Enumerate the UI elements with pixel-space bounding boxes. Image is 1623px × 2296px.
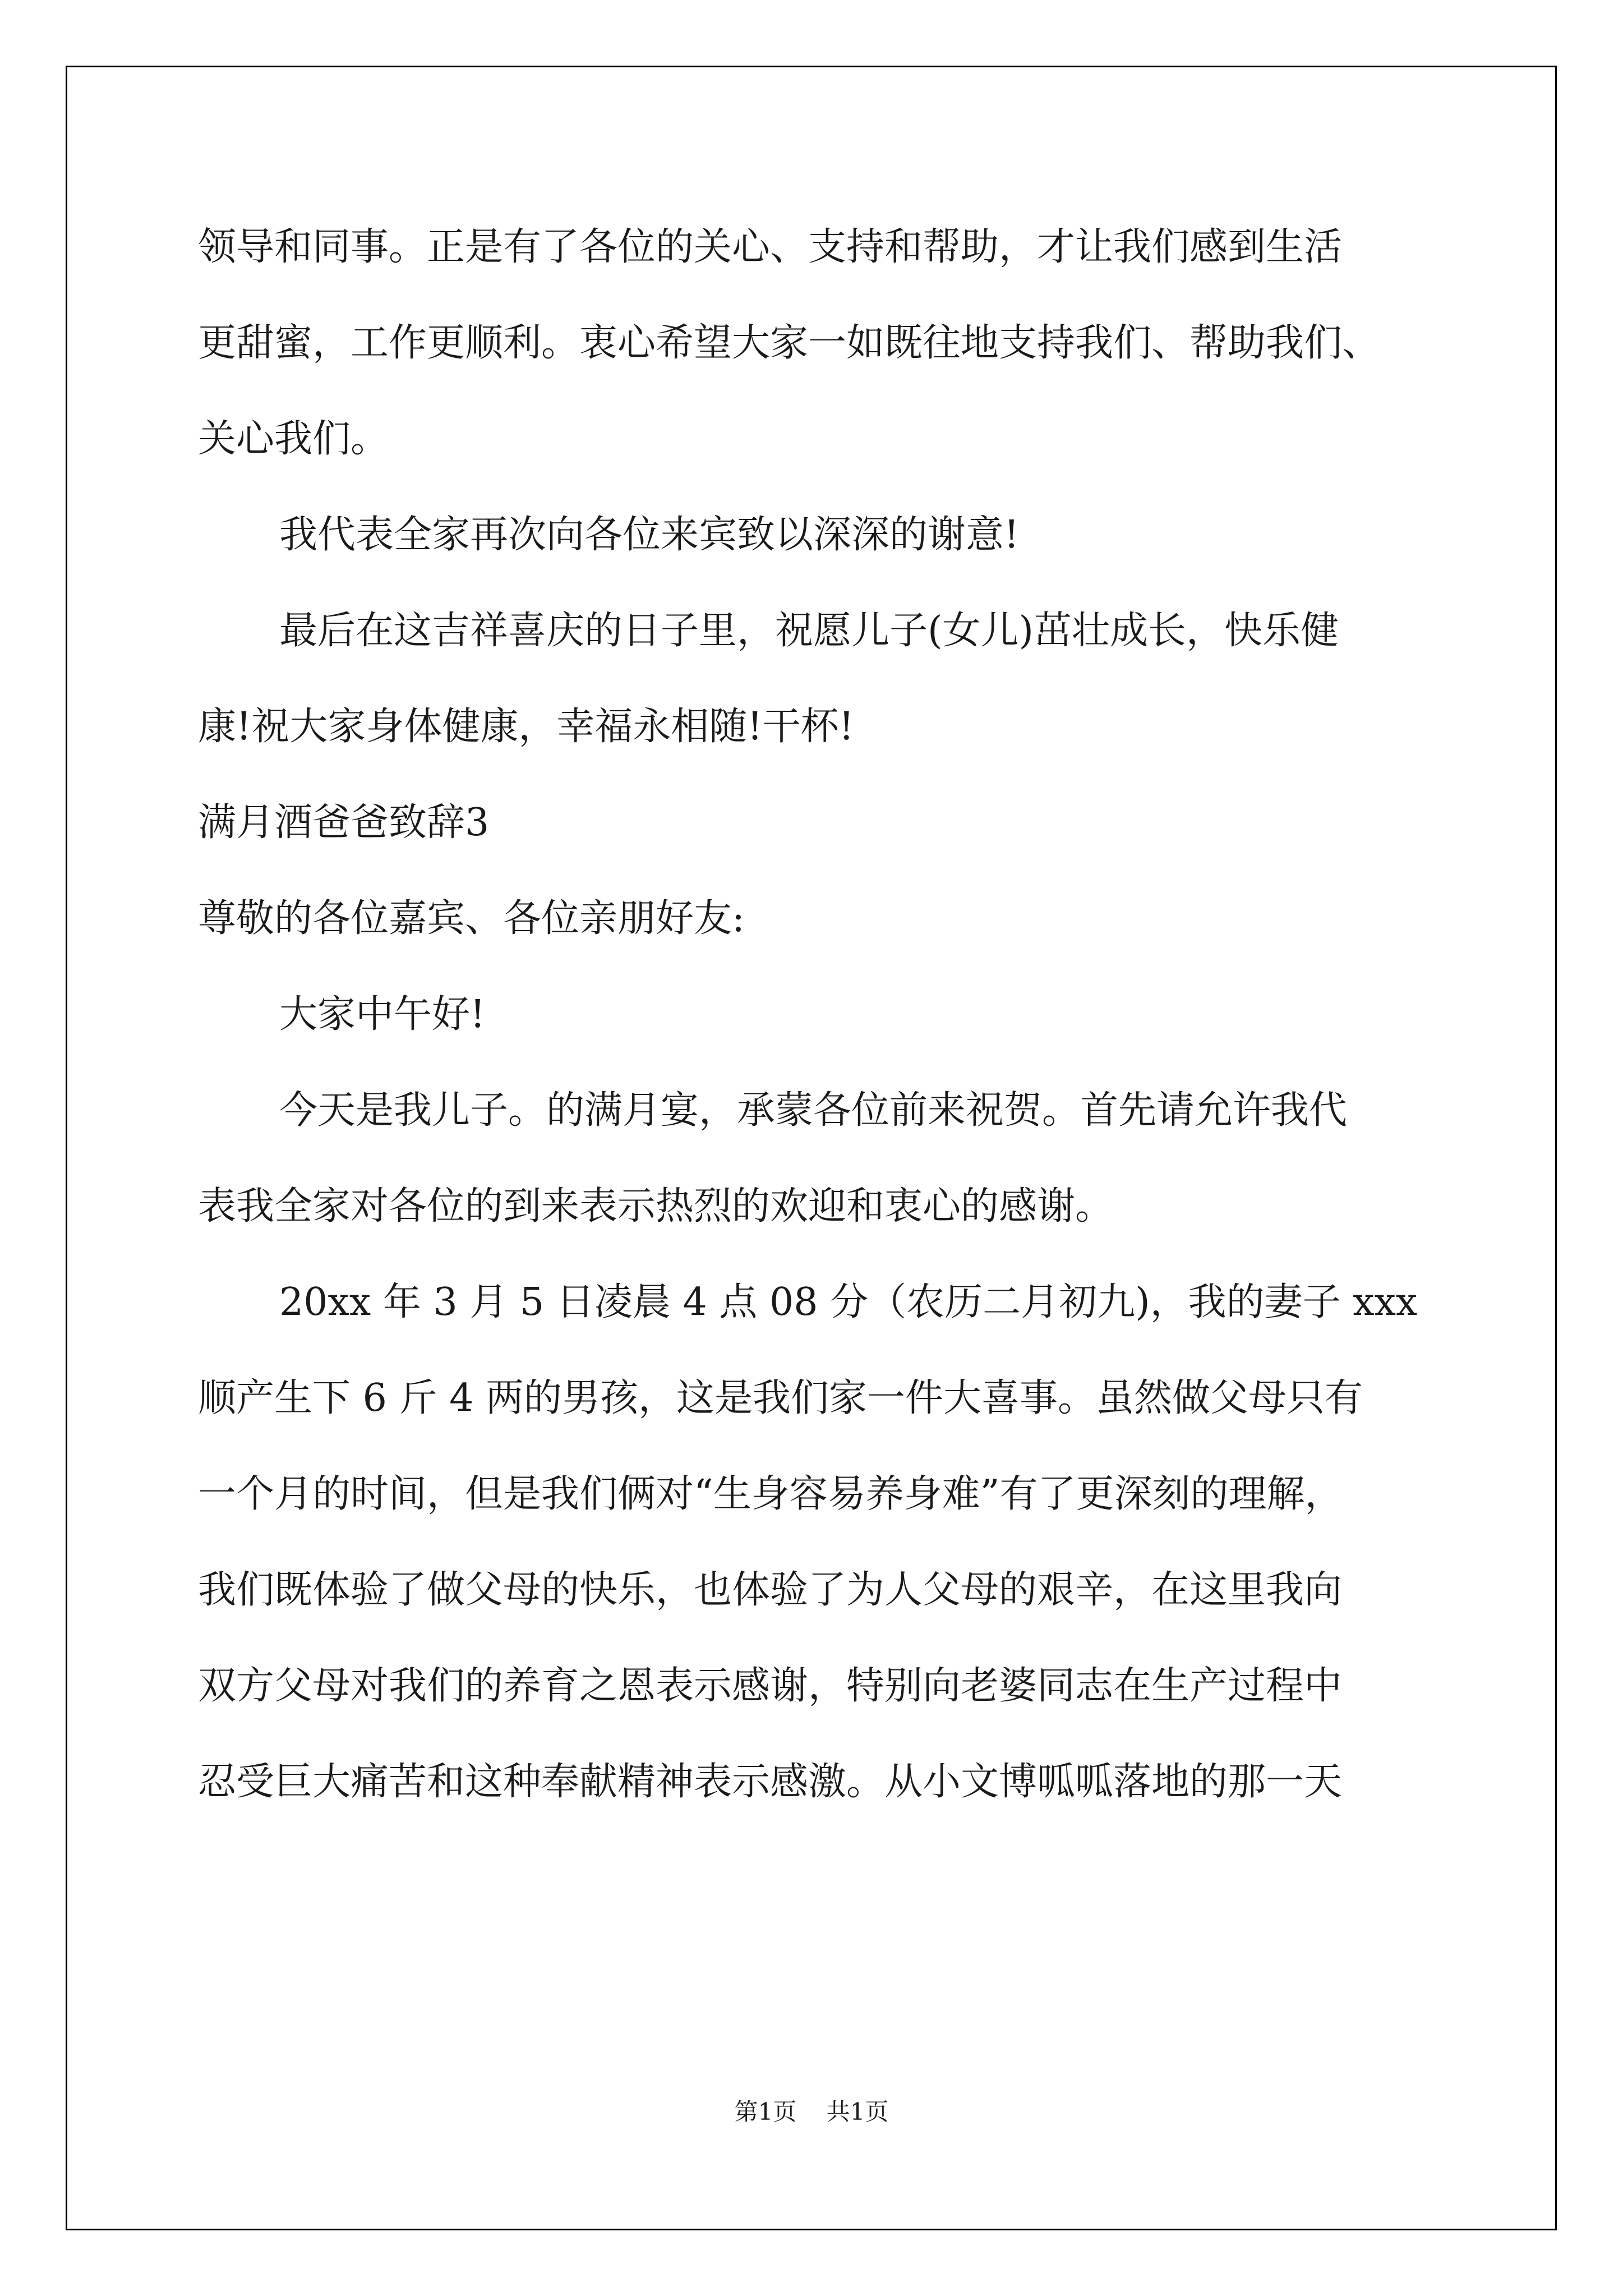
text-line: 最后在这吉祥喜庆的日子里，祝愿儿子(女儿)茁壮成长，快乐健 <box>279 609 1339 653</box>
text-line: 一个月的时间，但是我们俩对“生身容易养身难”有了更深刻的理解， <box>198 1472 1343 1516</box>
page-total: 共1页 <box>826 2098 889 2125</box>
text-line: 双方父母对我们的养育之恩表示感谢，特别向老婆同志在生产过程中 <box>198 1664 1343 1708</box>
page-footer <box>0 2093 1623 2127</box>
text-line: 关心我们。 <box>198 417 389 461</box>
text-line: 忍受巨大痛苦和这种奉献精神表示感激。从小文博呱呱落地的那一天 <box>198 1760 1343 1804</box>
greeting: 大家中午好! <box>279 992 486 1037</box>
text-line: 领导和同事。正是有了各位的关心、支持和帮助，才让我们感到生活 <box>198 225 1343 269</box>
document-body <box>198 199 1432 1830</box>
text-line: 更甜蜜，工作更顺利。衷心希望大家一如既往地支持我们、帮助我们、 <box>198 321 1381 365</box>
text-line: 顺产生下 6 斤 4 两的男孩，这是我们家一件大喜事。虽然做父母只有 <box>198 1376 1363 1420</box>
page-number: 第1页 <box>734 2098 797 2125</box>
text-line: 我代表全家再次向各位来宾致以深深的谢意! <box>279 513 1020 557</box>
salutation: 尊敬的各位嘉宾、各位亲朋好友: <box>198 896 745 941</box>
text-line: 康!祝大家身体健康，幸福永相随!干杯! <box>198 705 854 749</box>
text-line: 我们既体验了做父母的快乐，也体验了为人父母的艰辛，在这里我向 <box>198 1568 1343 1612</box>
section-heading: 满月酒爸爸致辞3 <box>198 800 490 845</box>
text-line: 今天是我儿子。的满月宴，承蒙各位前来祝贺。首先请允许我代 <box>279 1088 1348 1133</box>
text-line: 20xx 年 3 月 5 日凌晨 4 点 08 分（农历二月初九)，我的妻子 xxx <box>279 1280 1418 1324</box>
text-line: 表我全家对各位的到来表示热烈的欢迎和衷心的感谢。 <box>198 1184 1114 1228</box>
